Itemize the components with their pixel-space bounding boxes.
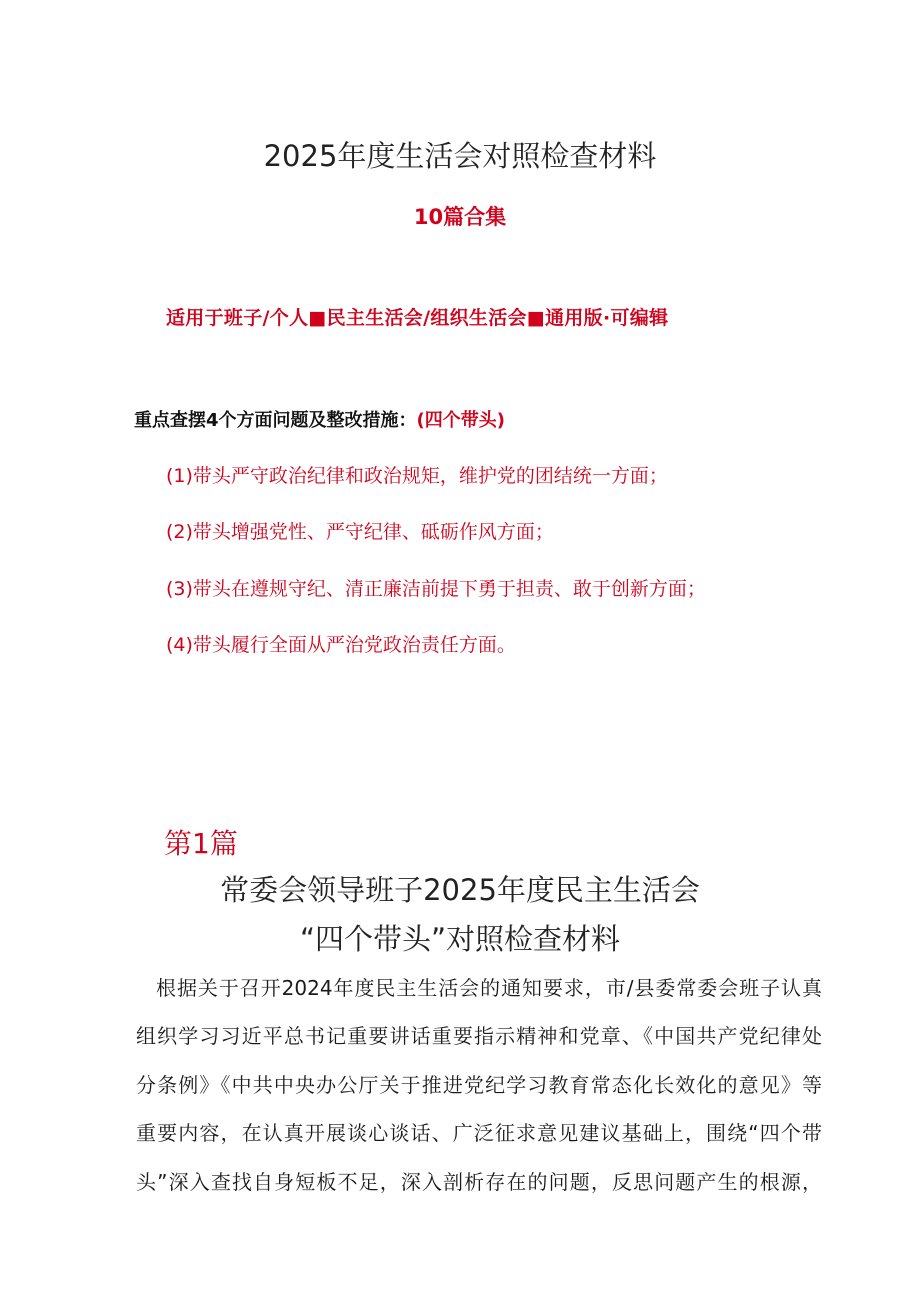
article-title-line-2: “四个带头”对照检查材料: [299, 922, 621, 956]
focus-item-1: (1)带头严守政治纪律和政治规矩，维护党的团结统一方面；: [166, 465, 668, 487]
article-title-line-1: 常委会领导班子2025年度民主生活会: [220, 873, 700, 907]
body-line-5: 头”深入查找自身短板不足，深入剖析存在的问题，反思问题产生的根源，: [136, 1170, 822, 1194]
focus-heading-lead: 重点查摆4个方面问题及整改措施：: [134, 410, 417, 431]
focus-heading-highlight: (四个带头): [416, 410, 505, 431]
body-line-3: 分条例》《中共中央办公厅关于推进党纪学习教育常态化长效化的意见》等: [136, 1073, 822, 1097]
body-line-4: 重要内容，在认真开展谈心谈话、广泛征求意见建议基础上，围绕“四个带: [136, 1121, 822, 1145]
document-title: 2025年度生活会对照检查材料: [263, 139, 657, 173]
focus-item-3: (3)带头在遵规守纪、清正廉洁前提下勇于担责、敢于创新方面；: [166, 578, 706, 600]
applicable-scope-line: 适用于班子/个人■民主生活会/组织生活会■通用版·可编辑: [166, 307, 669, 329]
focus-heading: [134, 406, 505, 432]
collection-subtitle: 10篇合集: [413, 205, 507, 229]
focus-item-2: (2)带头增强党性、严守纪律、砥砺作风方面；: [166, 521, 554, 543]
part-label: 第1篇: [164, 827, 238, 860]
body-line-1: 根据关于召开2024年度民主生活会的通知要求，市/县委常委会班子认真: [156, 976, 822, 1000]
body-line-2: 组织学习习近平总书记重要讲话重要指示精神和党章、《中国共产党纪律处: [136, 1024, 822, 1048]
focus-item-4: (4)带头履行全面从严治党政治责任方面。: [166, 634, 516, 656]
